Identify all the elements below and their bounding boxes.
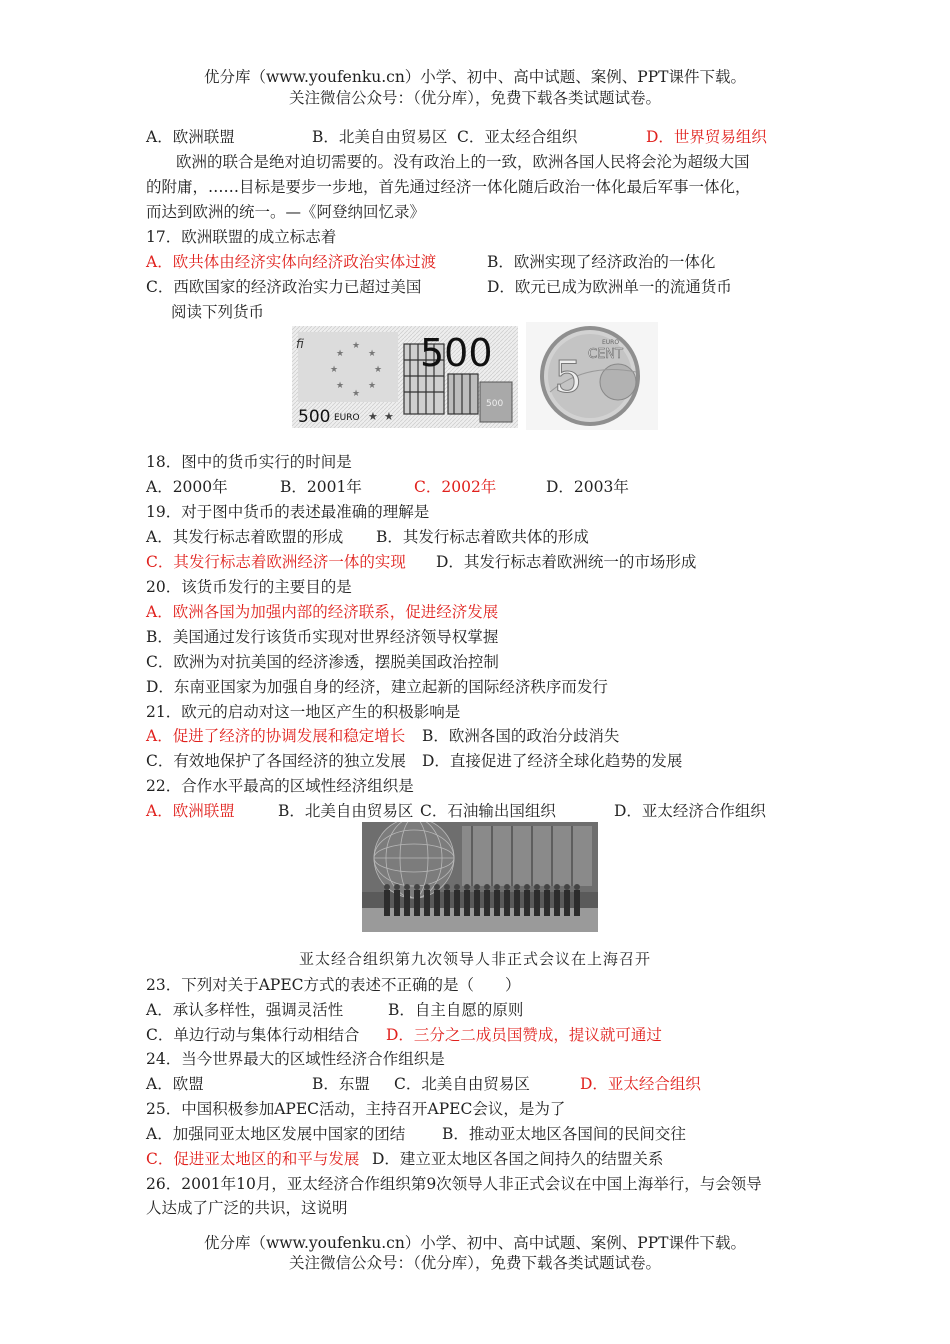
q16-option-c: C．亚太经合组织 <box>457 128 578 146</box>
q16-option-d: D．世界贸易组织 <box>646 128 767 146</box>
header-line-1: 优分库（www.youfenku.cn）小学、初中、高中试题、案例、PPT课件下载。 <box>203 68 747 86</box>
q20-option-d: D．东南亚国家为加强自身的经济，建立起新的国际经济秩序而发行 <box>146 678 608 696</box>
svg-text:★: ★ <box>352 389 361 399</box>
q24-stem: 24．当今世界最大的区域性经济合作组织是 <box>146 1050 445 1068</box>
q19-stem: 19．对于图中货币的表述最准确的理解是 <box>146 503 430 521</box>
q17-option-a: A．欧共体由经济实体向经济政治实体过渡 <box>146 253 437 271</box>
photo-caption: 亚太经合组织第九次领导人非正式会议在上海召开 <box>298 950 651 968</box>
q17-option-d: D．欧元已成为欧洲单一的流通货币 <box>487 278 732 296</box>
q16-option-a: A．欧洲联盟 <box>146 128 235 146</box>
apec-leaders-photo <box>362 822 598 932</box>
svg-text:★: ★ <box>352 341 361 351</box>
coin-cent-label: CENT <box>588 347 623 362</box>
q24-option-a: A．欧盟 <box>146 1075 204 1093</box>
q25-stem: 25．中国积极参加APEC活动，主持召开APEC会议，是为了 <box>146 1100 566 1118</box>
q18-stem: 18．图中的货币实行的时间是 <box>146 453 352 471</box>
q19-option-b: B．其发行标志着欧共体的形成 <box>376 528 589 546</box>
coin-euro-label: EURO <box>602 339 620 346</box>
q21-stem: 21．欧元的启动对这一地区产生的积极影响是 <box>146 703 461 721</box>
svg-text:★: ★ <box>384 410 394 423</box>
footer-line-1: 优分库（www.youfenku.cn）小学、初中、高中试题、案例、PPT课件下载。 <box>203 1234 747 1252</box>
q26-line-1: 26．2001年10月，亚太经济合作组织第9次领导人非正式会议在中国上海举行，与会领导 <box>146 1175 762 1193</box>
q19-option-d: D．其发行标志着欧洲统一的市场形成 <box>436 553 697 571</box>
passage-line-2: 的附庸，……目标是要步一步地，首先通过经济一体化随后政治一体化最后军事一体化， <box>146 178 751 196</box>
svg-text:★: ★ <box>368 349 377 359</box>
q17-option-b: B．欧洲实现了经济政治的一体化 <box>487 253 716 271</box>
banknote-bottom-value: 500 <box>298 407 331 427</box>
q17-stem: 17．欧洲联盟的成立标志着 <box>146 228 337 246</box>
q23-option-c: C．单边行动与集体行动相结合 <box>146 1026 360 1044</box>
currency-intro: 阅读下列货币 <box>171 303 265 321</box>
q22-stem: 22．合作水平最高的区域性经济组织是 <box>146 777 414 795</box>
q21-option-a: A．促进了经济的协调发展和稳定增长 <box>146 727 406 745</box>
q19-option-c: C．其发行标志着欧洲经济一体的实现 <box>146 553 406 571</box>
q25-option-b: B．推动亚太地区各国间的民间交往 <box>442 1125 686 1143</box>
q22-option-b: B．北美自由贸易区 <box>278 802 414 820</box>
passage-line-1: 欧洲的联合是绝对迫切需要的。没有政治上的一致，欧洲各国人民将会沦为超级大国 <box>176 153 750 171</box>
q24-option-b: B．东盟 <box>312 1075 370 1093</box>
q22-option-d: D．亚太经济合作组织 <box>614 802 766 820</box>
q22-option-a: A．欧洲联盟 <box>146 802 235 820</box>
coin-value: 5 <box>554 352 582 403</box>
q23-option-b: B．自主自愿的原则 <box>388 1001 524 1019</box>
q21-option-b: B．欧洲各国的政治分歧消失 <box>422 727 620 745</box>
q25-option-a: A．加强同亚太地区发展中国家的团结 <box>146 1125 406 1143</box>
q25-option-d: D．建立亚太地区各国之间持久的结盟关系 <box>372 1150 664 1168</box>
footer-line-2: 关注微信公众号：（优分库），免费下载各类试题试卷。 <box>288 1254 661 1272</box>
q18-option-b: B．2001年 <box>280 478 362 496</box>
svg-text:★: ★ <box>368 410 378 423</box>
q26-line-2: 人达成了广泛的共识，这说明 <box>146 1199 348 1217</box>
q19-option-a: A．其发行标志着欧盟的形成 <box>146 528 344 546</box>
q23-option-a: A．承认多样性，强调灵活性 <box>146 1001 344 1019</box>
banknote-small-value: 500 <box>486 399 504 409</box>
euro-banknote-image <box>292 326 518 428</box>
svg-text:★: ★ <box>336 381 345 391</box>
svg-text:★: ★ <box>368 381 377 391</box>
q21-option-d: D．直接促进了经济全球化趋势的发展 <box>422 752 683 770</box>
q20-stem: 20．该货币发行的主要目的是 <box>146 578 352 596</box>
banknote-currency-label: EURO <box>334 413 360 423</box>
q16-option-b: B．北美自由贸易区 <box>312 128 448 146</box>
q21-option-c: C．有效地保护了各国经济的独立发展 <box>146 752 406 770</box>
q25-option-c: C．促进亚太地区的和平与发展 <box>146 1150 360 1168</box>
svg-text:★: ★ <box>336 349 345 359</box>
passage-line-3: 而达到欧洲的统一。—《阿登纳回忆录》 <box>146 203 426 221</box>
banknote-denomination: 500 <box>420 331 493 375</box>
q22-option-c: C．石油输出国组织 <box>420 802 556 820</box>
q18-option-a: A．2000年 <box>146 478 228 496</box>
q20-option-c: C．欧洲为对抗美国的经济渗透，摆脱美国政治控制 <box>146 653 499 671</box>
q24-option-d: D．亚太经合组织 <box>580 1075 701 1093</box>
euro-coin-image <box>526 322 658 430</box>
q18-option-c: C．2002年 <box>414 478 497 496</box>
svg-text:★: ★ <box>330 365 339 375</box>
q23-stem: 23．下列对关于APEC方式的表述不正确的是（ ） <box>146 976 521 994</box>
q20-option-b: B．美国通过发行该货币实现对世界经济领导权掌握 <box>146 628 499 646</box>
q24-option-c: C．北美自由贸易区 <box>394 1075 530 1093</box>
q18-option-d: D．2003年 <box>546 478 629 496</box>
q17-option-c: C．西欧国家的经济政治实力已超过美国 <box>146 278 422 296</box>
svg-text:★: ★ <box>374 365 383 375</box>
svg-text:ﬁ: ﬁ <box>296 337 304 351</box>
header-line-2: 关注微信公众号：（优分库），免费下载各类试题试卷。 <box>288 89 661 107</box>
q20-option-a: A．欧洲各国为加强内部的经济联系，促进经济发展 <box>146 603 499 621</box>
q23-option-d: D．三分之二成员国赞成，提议就可通过 <box>386 1026 662 1044</box>
